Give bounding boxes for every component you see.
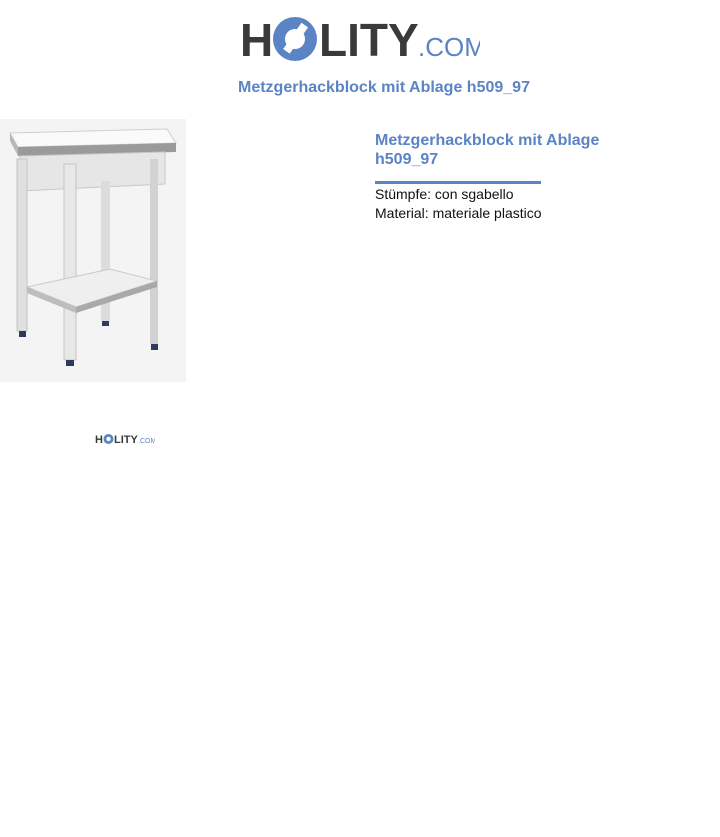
holity-logo-icon	[240, 13, 480, 67]
spec-material: Material: materiale plastico	[375, 205, 542, 221]
spec-stuempfe: Stümpfe: con sgabello	[375, 186, 514, 202]
svg-text:H: H	[95, 434, 103, 446]
title-divider	[375, 181, 541, 184]
product-details	[375, 131, 665, 223]
svg-text:H: H	[240, 14, 274, 66]
svg-text:LITY: LITY	[114, 434, 138, 446]
svg-text:LITY: LITY	[319, 14, 419, 66]
holity-small-logo	[95, 432, 155, 446]
svg-text:.COM: .COM	[138, 438, 155, 445]
holity-small-logo-icon	[95, 432, 155, 446]
holity-logo[interactable]	[240, 13, 480, 67]
page-title: Metzgerhackblock mit Ablage h509_97	[238, 79, 530, 96]
product-title: Metzgerhackblock mit Ablage h509_97	[375, 132, 600, 168]
product-image[interactable]	[0, 119, 186, 382]
svg-text:.COM: .COM	[418, 32, 480, 62]
butcher-block-table-icon	[0, 119, 186, 382]
